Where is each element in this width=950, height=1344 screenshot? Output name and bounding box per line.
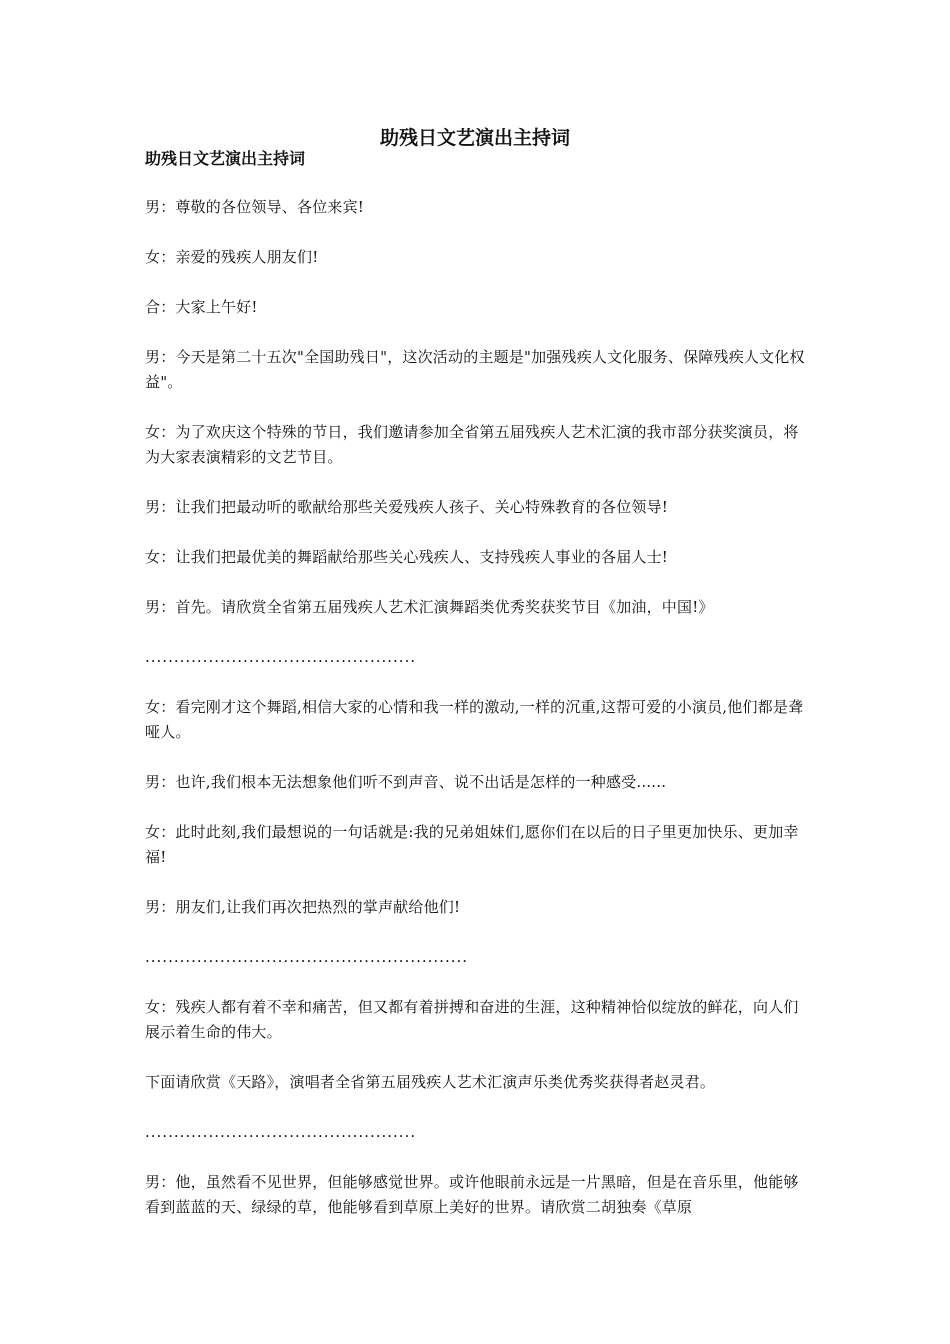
document-title: 助残日文艺演出主持词 — [379, 127, 570, 149]
paragraph: 男：他，虽然看不见世界，但能够感觉世界。或许他眼前永远是一片黑暗，但是在音乐里，他能够看到蓝蓝的天、绿绿的草，他能够看到草原上美好的世界。请欣赏二胡独奏《草原 — [145, 1173, 799, 1216]
paragraph: 男：首先。请欣赏全省第五届残疾人艺术汇演舞蹈类优秀奖获奖节目《加油，中国!》 — [145, 598, 714, 616]
paragraph: 合：大家上午好! — [145, 298, 258, 316]
dotted-separator: ............................................... — [145, 1123, 417, 1141]
paragraph: 女：残疾人都有着不幸和痛苦，但又都有着拼搏和奋进的生涯，这种精神恰似绽放的鲜花，向人们展示着生命的伟大。 — [145, 998, 799, 1041]
paragraph: 女：亲爱的残疾人朋友们! — [145, 248, 319, 266]
paragraph: 女：为了欢庆这个特殊的节日，我们邀请参加全省第五届残疾人艺术汇演的我市部分获奖演员，将为大家表演精彩的文艺节目。 — [145, 423, 799, 466]
paragraph: 女：此时此刻,我们最想说的一句话就是:我的兄弟姐妹们,愿你们在以后的日子里更加快乐、更加幸福! — [145, 823, 799, 866]
paragraph: 男：朋友们,让我们再次把热烈的掌声献给他们! — [145, 898, 461, 916]
dotted-separator: ............................................... — [145, 648, 417, 666]
paragraph: 男：今天是第二十五次"全国助残日"，这次活动的主题是"加强残疾人文化服务、保障残疾人文化权益"。 — [145, 348, 805, 391]
paragraph: 男：让我们把最动听的歌献给那些关爱残疾人孩子、关心特殊教育的各位领导! — [145, 498, 669, 516]
paragraph: 女：让我们把最优美的舞蹈献给那些关心残疾人、支持残疾人事业的各届人士! — [145, 548, 669, 566]
dotted-separator: ........................................................ — [145, 948, 469, 966]
paragraph: 男：尊敬的各位领导、各位来宾! — [145, 198, 365, 216]
document-body — [145, 146, 810, 1245]
paragraph: 女：看完刚才这个舞蹈,相信大家的心情和我一样的激动,一样的沉重,这帮可爱的小演员,他们都是聋哑人。 — [145, 698, 804, 741]
document-subtitle: 助残日文艺演出主持词 — [145, 149, 306, 168]
paragraph: 下面请欣赏《天路》，演唱者全省第五届残疾人艺术汇演声乐类优秀奖获得者赵灵君。 — [145, 1073, 716, 1091]
paragraph: 男：也许,我们根本无法想象他们听不到声音、说不出话是怎样的一种感受...... — [145, 773, 667, 791]
